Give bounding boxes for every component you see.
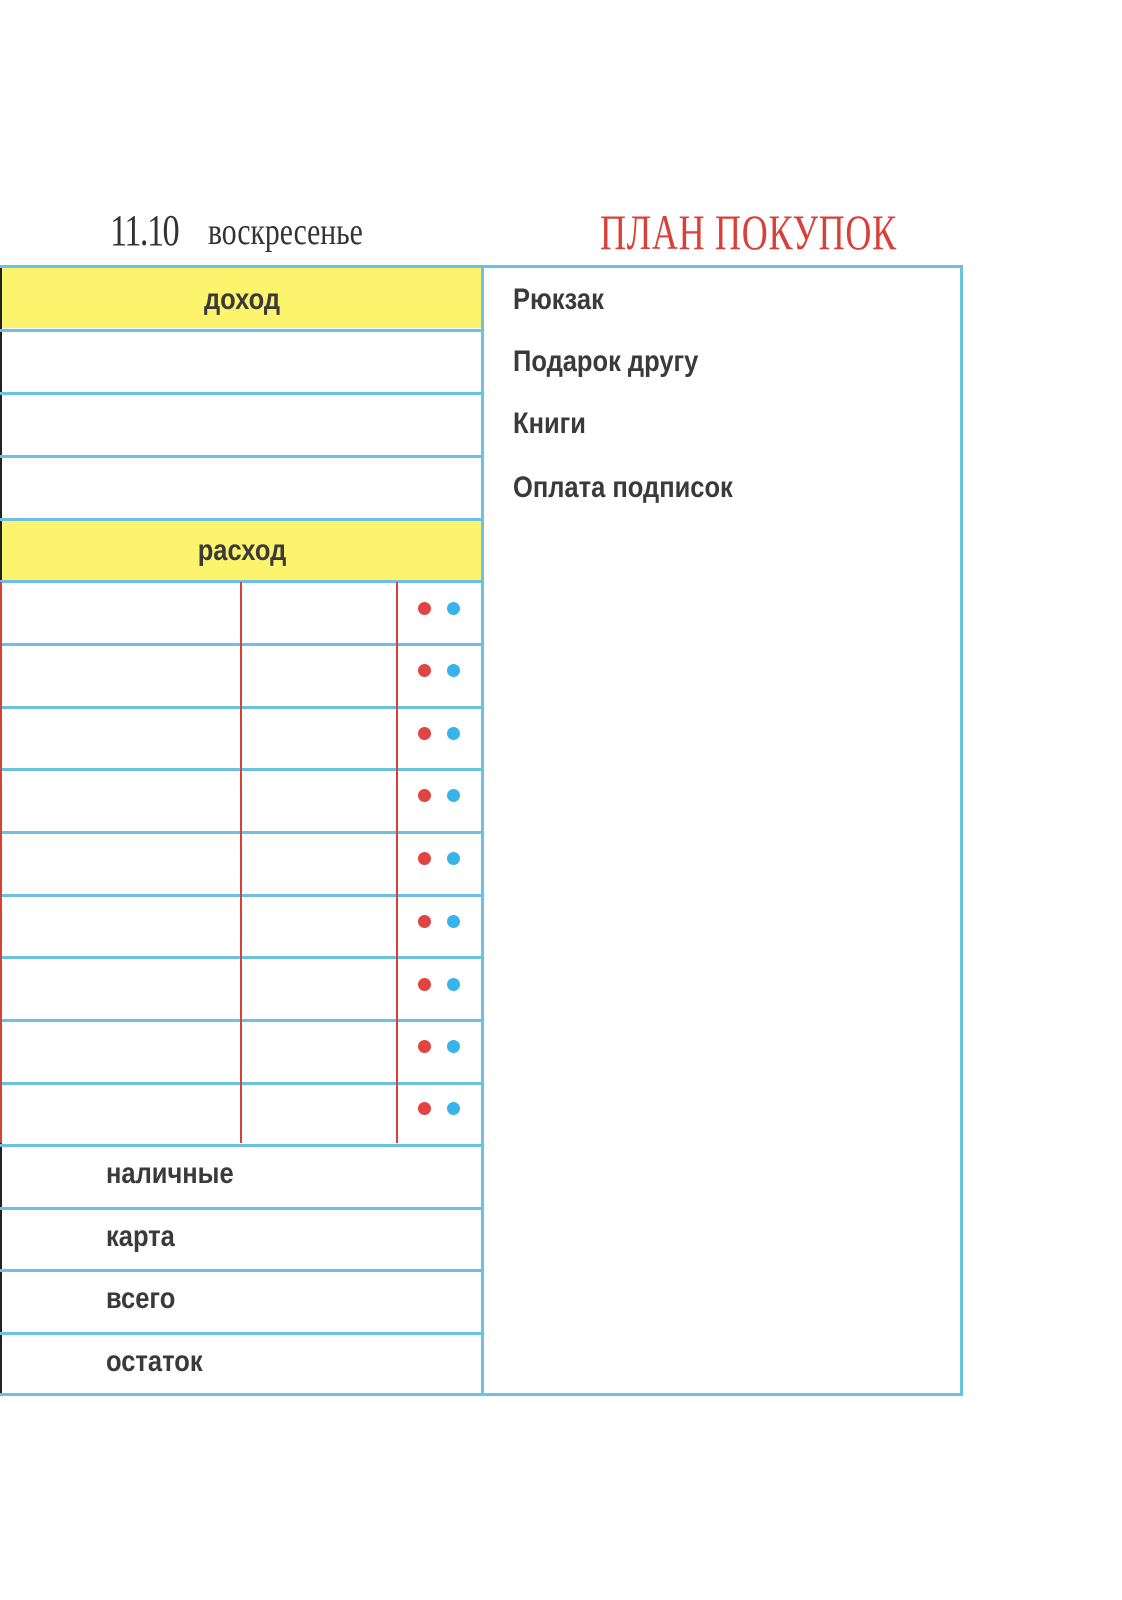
cash-dot-icon[interactable] (418, 915, 431, 928)
cash-dot-icon[interactable] (418, 664, 431, 677)
cash-label: наличные (106, 1157, 234, 1190)
date-label: 11.10 (110, 206, 179, 255)
plan-item-books: Книги (513, 407, 586, 440)
row-line (0, 329, 483, 332)
row-line (0, 1144, 483, 1147)
shopping-plan-title: ПЛАН ПОКУПОК (600, 204, 897, 260)
balance-label: остаток (106, 1345, 203, 1378)
row-line (0, 1269, 483, 1272)
card-dot-icon[interactable] (447, 978, 460, 991)
card-dot-icon[interactable] (447, 602, 460, 615)
expense-payment-divider (396, 582, 398, 1143)
cash-dot-icon[interactable] (418, 602, 431, 615)
cash-dot-icon[interactable] (418, 789, 431, 802)
card-dot-icon[interactable] (447, 1040, 460, 1053)
plan-item-backpack: Рюкзак (513, 283, 604, 316)
card-dot-icon[interactable] (447, 727, 460, 740)
row-line (0, 518, 483, 521)
expense-label: расход (197, 534, 287, 567)
plan-item-gift: Подарок другу (513, 345, 699, 378)
card-dot-icon[interactable] (447, 664, 460, 677)
frame-right-line (960, 265, 963, 1396)
row-line (0, 455, 483, 458)
cash-dot-icon[interactable] (418, 1102, 431, 1115)
row-line (0, 392, 483, 395)
cash-dot-icon[interactable] (418, 1040, 431, 1053)
card-label: карта (106, 1220, 175, 1253)
row-line (0, 1332, 483, 1335)
income-label: доход (203, 283, 281, 316)
cash-dot-icon[interactable] (418, 852, 431, 865)
weekday-label: воскресенье (208, 211, 363, 253)
card-dot-icon[interactable] (447, 852, 460, 865)
expense-amount-divider (240, 582, 242, 1143)
card-dot-icon[interactable] (447, 915, 460, 928)
cash-dot-icon[interactable] (418, 978, 431, 991)
card-dot-icon[interactable] (447, 1102, 460, 1115)
expense-left-red-line (0, 582, 2, 1143)
row-line (0, 1207, 483, 1210)
plan-item-subscriptions: Оплата подписок (513, 471, 733, 504)
total-label: всего (106, 1282, 176, 1315)
cash-dot-icon[interactable] (418, 727, 431, 740)
card-dot-icon[interactable] (447, 789, 460, 802)
